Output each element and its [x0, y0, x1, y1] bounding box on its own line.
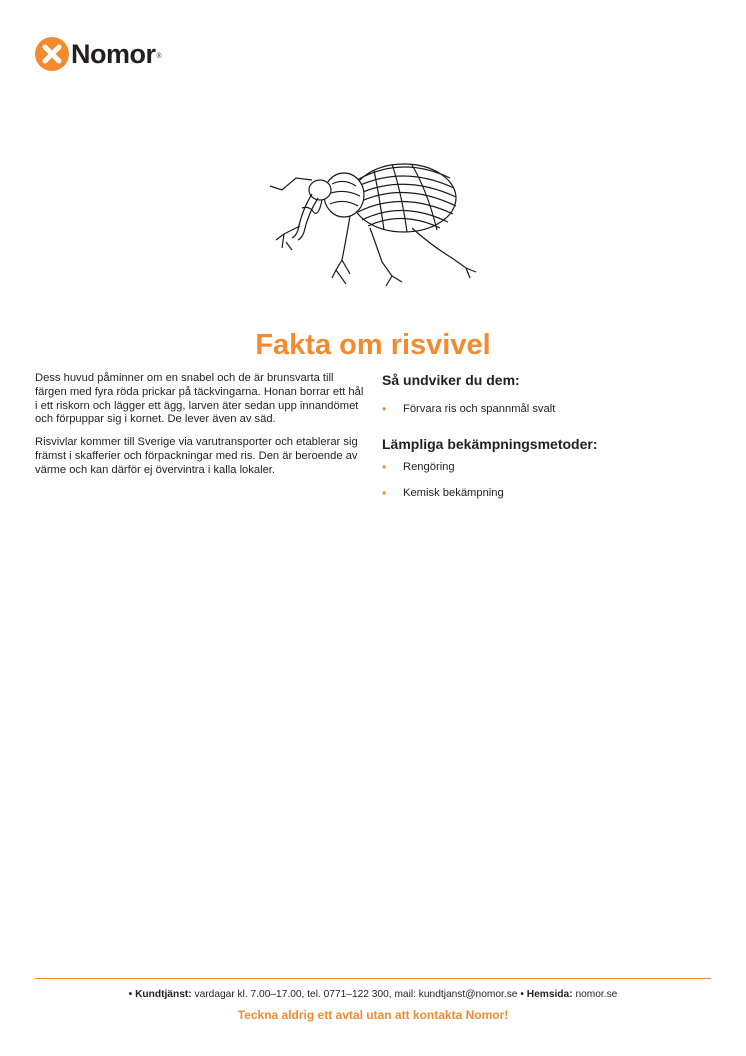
- methods-list: [382, 460, 712, 512]
- avoid-heading: Så undviker du dem:: [382, 372, 520, 388]
- footer-contact: [0, 989, 746, 1000]
- homepage-label: Hemsida:: [526, 989, 573, 1000]
- registered-mark: ®: [156, 52, 162, 60]
- footer-divider: [35, 978, 711, 979]
- description-paragraph: Risvivlar kommer till Sverige via varutransporter och etablerar sig främst i skafferier och förpackningar med ris. Den är beroende av värme och kan därför ej övervintra i kalla lokaler.: [35, 436, 358, 476]
- page-title: Fakta om risvivel: [255, 329, 491, 361]
- list-item: [382, 460, 712, 486]
- footer-bullet: •: [520, 989, 524, 1000]
- description-paragraph: Dess huvud påminner om en snabel och de är brunsvarta till färgen med fyra röda prickar på täckvingarna. Honan borrar ett hål i ett riskorn och lägger ett ägg, larven äter sedan upp innandömet och förpuppar sig i kornet. De lever även av säd.: [35, 372, 364, 426]
- bullet-icon: •: [382, 460, 387, 474]
- list-item: [382, 402, 712, 428]
- footer-call-to-action: Teckna aldrig ett avtal utan att kontakta Nomor!: [237, 1008, 509, 1022]
- service-label: Kundtjänst:: [135, 989, 192, 1000]
- avoid-list: [382, 402, 712, 428]
- rice-weevil-illustration-icon: [262, 150, 487, 295]
- logo-x-icon: [35, 37, 69, 71]
- homepage-link[interactable]: nomor.se: [575, 989, 618, 1000]
- methods-heading: Lämpliga bekämpningsmetoder:: [382, 436, 598, 452]
- list-item-label: Rengöring: [403, 461, 455, 473]
- brand-name: Nomor: [71, 38, 156, 69]
- service-text: vardagar kl. 7.00–17.00, tel. 0771–122 300, mail: kundtjanst@nomor.se: [194, 989, 518, 1000]
- bullet-icon: •: [382, 486, 387, 500]
- advice-column: [382, 372, 712, 512]
- footer-bullet: •: [128, 989, 133, 1000]
- bullet-icon: •: [382, 402, 387, 416]
- description-column: [35, 372, 365, 487]
- list-item: [382, 486, 712, 512]
- brand-logo: [35, 37, 162, 71]
- list-item-label: Förvara ris och spannmål svalt: [403, 403, 556, 415]
- list-item-label: Kemisk bekämpning: [403, 487, 504, 499]
